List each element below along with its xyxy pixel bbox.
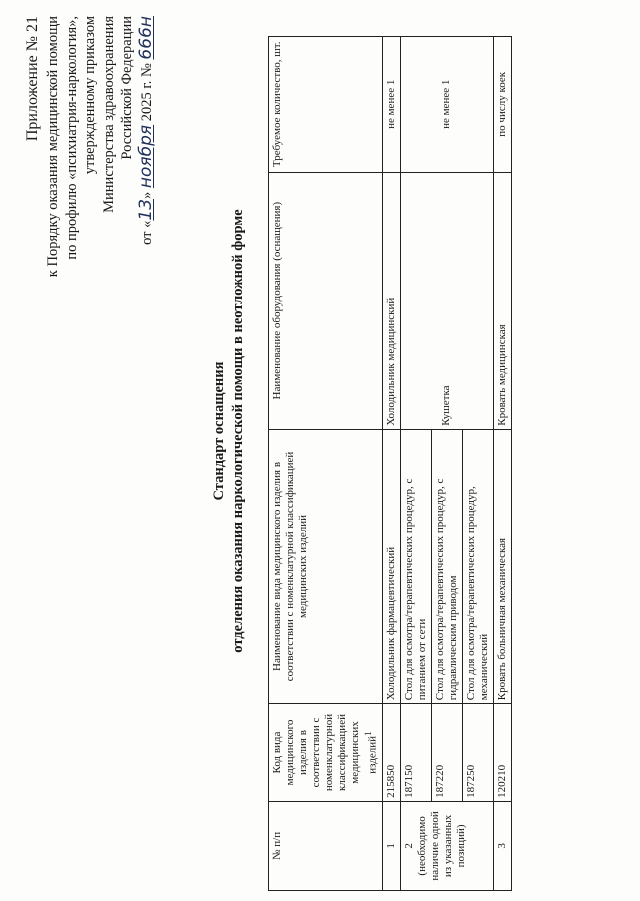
appendix-number: Приложение № 21	[24, 16, 41, 142]
appendix-line-4: Министерства здравоохранения	[100, 16, 117, 213]
row-code: 215850	[382, 704, 400, 802]
row-num: 1	[382, 801, 400, 890]
row-code: 187220	[431, 704, 462, 802]
header-code-text: Код вида медицинского изделия в соответствии с номенклатурной классификацией медицинских изделий	[271, 713, 379, 792]
row-name: Стол для осмотра/терапевтических процедур, механический	[462, 429, 493, 704]
table-header-row	[269, 37, 383, 891]
appendix-line-3: утвержденному приказом	[82, 16, 99, 175]
order-line	[137, 16, 157, 901]
header-equipment: Наименование оборудования (оснащения)	[269, 172, 383, 429]
header-num: № п/п	[269, 801, 383, 890]
row-code: 187150	[400, 704, 431, 802]
row-num: 3	[493, 801, 511, 890]
row-name: Стол для осмотра/терапевтических процедур, с питанием от сети	[400, 429, 431, 704]
appendix-line-1: к Порядку оказания медицинской помощи	[45, 16, 61, 278]
order-number: 666н	[135, 16, 156, 60]
order-month: ноября	[135, 124, 156, 189]
table-row	[493, 37, 511, 891]
table-row	[382, 37, 400, 891]
header-code-footnote: 1	[363, 731, 373, 736]
row-code: 187250	[462, 704, 493, 802]
title-line-2: отделения оказания наркологической помощи в неотложной форме	[230, 209, 246, 653]
row-name: Холодильник фармацевтический	[382, 429, 400, 704]
row-equipment: Кушетка	[400, 172, 493, 429]
document-title	[210, 201, 248, 661]
order-year: 2025 г. №	[138, 59, 155, 125]
equipment-standard-table	[268, 36, 512, 891]
header-code	[269, 704, 383, 802]
row-num-group	[400, 801, 493, 890]
table-row	[400, 37, 431, 891]
row-equipment: Холодильник медицинский	[382, 172, 400, 429]
order-sep: »	[138, 188, 155, 199]
row-group-note: (необходимо наличие одной из указанных позиций)	[415, 811, 467, 881]
header-name: Наименование вида медицинского изделия в соответствии с номенклатурной классификацией медицинских изделий	[269, 429, 383, 704]
appendix-header	[22, 16, 157, 901]
order-day: 13	[135, 198, 156, 221]
row-equipment: Кровать медицинская	[493, 172, 511, 429]
title-line-1: Стандарт оснащения	[211, 361, 227, 501]
row-code: 120210	[493, 704, 511, 802]
row-qty: не менее 1	[400, 37, 493, 173]
row-qty: по числу коек	[493, 37, 511, 173]
row-name: Кровать больничная механическая	[493, 429, 511, 704]
appendix-line-2: по профилю «психиатрия-наркология»,	[63, 16, 80, 260]
row-num: 2	[402, 843, 415, 849]
header-qty: Требуемое количество, шт.	[269, 37, 383, 173]
row-name: Стол для осмотра/терапевтических процедур, с гидравлическим приводом	[431, 429, 462, 704]
appendix-line-5: Российской Федерации	[119, 16, 136, 160]
order-prefix: от «	[138, 220, 155, 245]
row-qty: не менее 1	[382, 37, 400, 173]
